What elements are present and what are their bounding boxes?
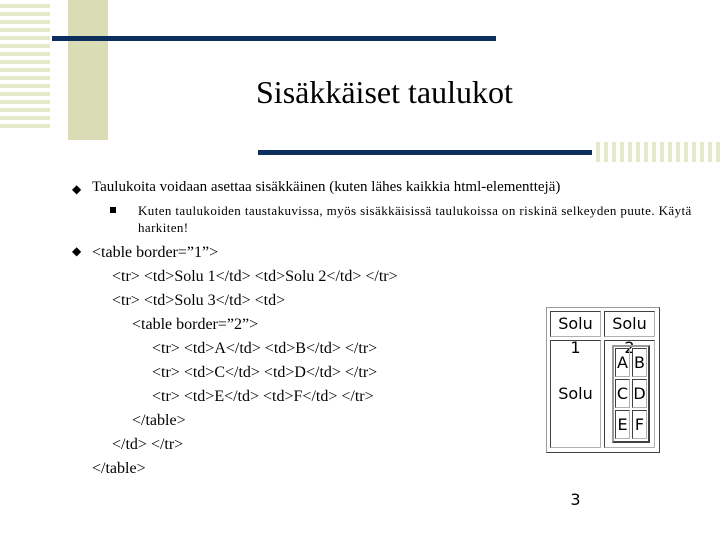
- demo-cell-solu3: Solu 3: [550, 340, 601, 448]
- inner-cell-e: E: [615, 410, 630, 439]
- diamond-bullet-icon: ◆: [72, 182, 82, 196]
- decorative-block: [68, 0, 108, 140]
- inner-cell-f: F: [632, 410, 647, 439]
- sub-bullet-1: [110, 202, 718, 236]
- bullet-1-text: Taulukoita voidaan asettaa sisäkkäinen (kuten lähes kaikkia html-elementtejä): [92, 179, 561, 195]
- code-example: [92, 241, 398, 481]
- inner-cell-a: A: [615, 348, 630, 377]
- code-line: <table border=”1”>: [92, 244, 219, 261]
- demo-cell-solu1: Solu 1: [550, 311, 601, 337]
- square-bullet-icon: [110, 207, 116, 213]
- slide-title: Sisäkkäiset taulukot: [256, 74, 513, 110]
- inner-table: [612, 345, 650, 443]
- diamond-bullet-icon: ◆: [72, 244, 82, 258]
- code-line: <tr> <td>Solu 1</td> <td>Solu 2</td> </tr>: [92, 268, 398, 285]
- code-line: </td> </tr>: [92, 436, 184, 453]
- demo-cell-solu2: Solu 2: [604, 311, 655, 337]
- decorative-stripes-right: [592, 142, 720, 162]
- code-line: <tr> <td>C</td> <td>D</td> </tr>: [92, 364, 378, 381]
- code-line: <tr> <td>E</td> <td>F</td> </tr>: [92, 388, 374, 405]
- code-line: <tr> <td>A</td> <td>B</td> </tr>: [92, 340, 378, 357]
- inner-cell-b: B: [632, 348, 647, 377]
- bullet-1: [72, 179, 560, 197]
- sub-bullet-1-text: Kuten taulukoiden taustakuvissa, myös sisäkkäisissä taulukoissa on riskinä selkeyden puute. Käytä harkiten!: [138, 203, 692, 235]
- code-line: </table>: [92, 460, 146, 477]
- decorative-stripes-left: [0, 0, 50, 132]
- inner-cell-c: C: [615, 379, 630, 408]
- code-line: <tr> <td>Solu 3</td> <td>: [92, 292, 286, 309]
- demo-cell-nested: [604, 340, 655, 448]
- code-line: <table border=”2”>: [92, 316, 259, 333]
- inner-cell-d: D: [632, 379, 647, 408]
- code-line: </table>: [92, 412, 186, 429]
- title-rule-top: [52, 36, 496, 41]
- nested-table-demo: [546, 307, 660, 509]
- bullet-2: [72, 241, 512, 481]
